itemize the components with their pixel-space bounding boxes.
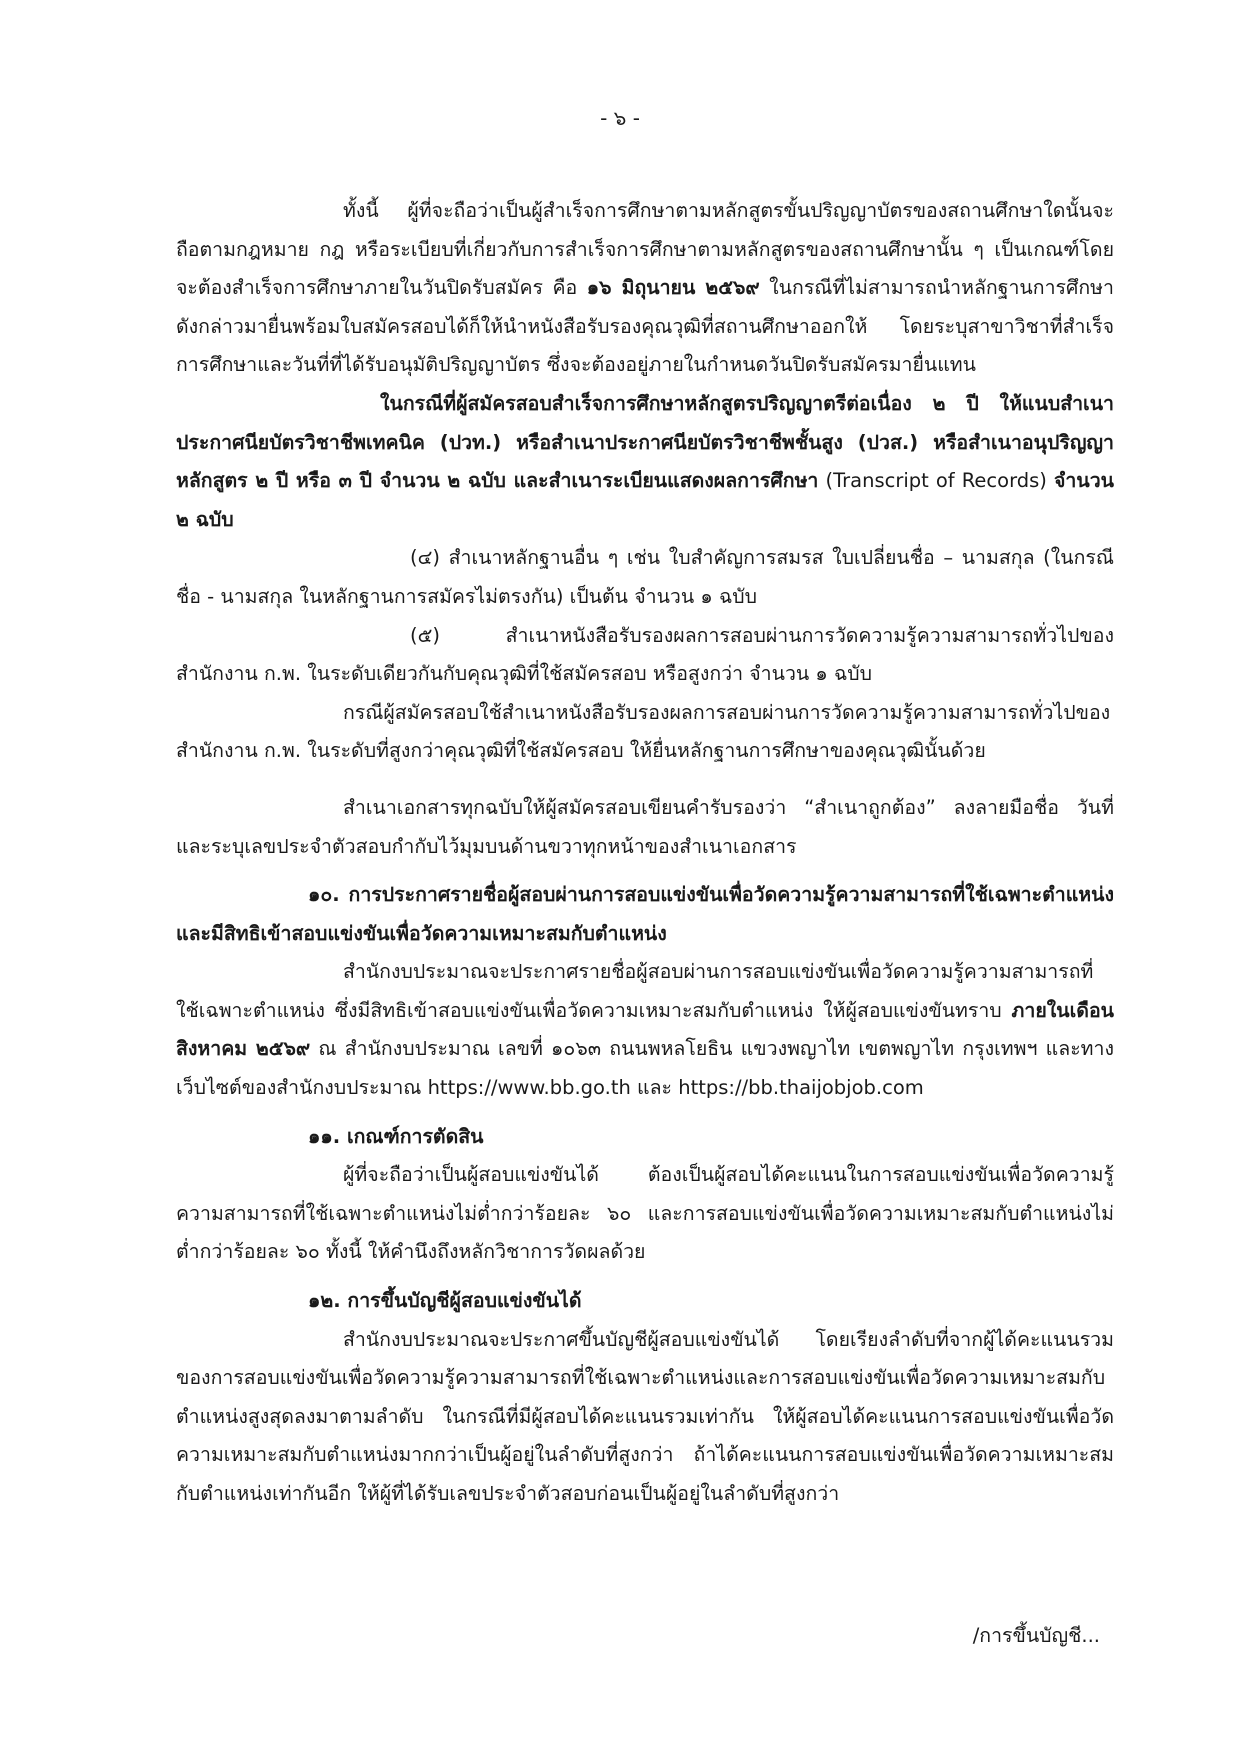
closing-date: ๑๖ มิถุนายน ๒๕๖๙ (586, 276, 760, 300)
text-run: จำนวน ๒ ฉบับ (176, 469, 1114, 531)
section-12-heading: ๑๒. การขึ้นบัญชีผู้สอบแข่งขันได้ (308, 1289, 582, 1313)
continuation-note: /การขึ้นบัญชี... (972, 1624, 1100, 1647)
document-body (176, 192, 1114, 1514)
text-run: ณ สำนักงบประมาณ เลขที่ ๑๐๖๓ ถนนพหลโยธิน แขวงพญาไท เขตพญาไท กรุงเทพฯ และทางเว็บไซต์ของสำนักงบประมาณ https://www.bb.go.th และ https://bb.thaijobjob.com (176, 1037, 1114, 1100)
paragraph-higher-qualification: กรณีผู้สมัครสอบใช้สำเนาหนังสือรับรองผลการสอบผ่านการวัดความรู้ความสามารถทั่วไปของสำนักงาน ก.พ. ในระดับที่สูงกว่าคุณวุฒิที่ใช้สมัครสอบ ให้ยื่นหลักฐานการศึกษาของคุณวุฒินั้นด้วย (176, 700, 1111, 763)
paragraph-continuing-degree (176, 385, 1114, 539)
item-4-other-documents: (๔) สำเนาหลักฐานอื่น ๆ เช่น ใบสำคัญการสมรส ใบเปลี่ยนชื่อ – นามสกุล (ในกรณีชื่อ - นามสกุล ในหลักฐานการสมัครไม่ตรงกัน) เป็นต้น จำนวน ๑ ฉบับ (176, 546, 1114, 608)
section-10-body (176, 953, 1114, 1107)
paragraph-graduation-criteria (176, 192, 1114, 385)
text-run: (Transcript of Records) (818, 469, 1054, 493)
text-run: ในกรณีที่ผู้สมัครสอบสำเร็จการศึกษาหลักสูตรปริญญาตรีต่อเนื่อง ๒ ปี ให้แนบสำเนาประกาศนียบัตรวิชาชีพเทคนิค (ปวท.) หรือสำเนาประกาศนียบัตรวิชาชีพชั้นสูง (ปวส.) หรือสำเนาอนุปริญญาหลักสูตร ๒ ปี หรือ ๓ ปี จำนวน ๒ ฉบับ และสำเนาระเบียนแสดงผลการศึกษา (176, 391, 1114, 493)
paragraph-certified-copies: สำเนาเอกสารทุกฉบับให้ผู้สมัครสอบเขียนคำรับรองว่า “สำเนาถูกต้อง” ลงลายมือชื่อ วันที่ และระบุเลขประจำตัวสอบกำกับไว้มุมบนด้านขวาทุกหน้าของสำเนาเอกสาร (176, 795, 1114, 858)
section-11-body: ผู้ที่จะถือว่าเป็นผู้สอบแข่งขันได้ ต้องเป็นผู้สอบได้คะแนนในการสอบแข่งขันเพื่อวัดความรู้ความสามารถที่ใช้เฉพาะตำแหน่งไม่ต่ำกว่าร้อยละ ๖๐ และการสอบแข่งขันเพื่อวัดความเหมาะสมกับตำแหน่งไม่ต่ำกว่าร้อยละ ๖๐ ทั้งนี้ ให้คำนึงถึงหลักวิชาการวัดผลด้วย (176, 1163, 1114, 1264)
section-11-heading: ๑๑. เกณฑ์การตัดสิน (308, 1124, 484, 1148)
text-run: ทั้งนี้ ผู้ที่จะถือว่าเป็นผู้สำเร็จการศึกษาตามหลักสูตรขั้นปริญญาบัตรของสถานศึกษาใดนั้นจะถือตามกฎหมาย กฎ หรือระเบียบที่เกี่ยวกับการสำเร็จการศึกษาตามหลักสูตรของสถานศึกษานั้น ๆ เป็นเกณฑ์โดยจะต้องสำเร็จการศึกษาภายในวันปิดรับสมัคร คือ (176, 199, 1114, 300)
text-run: สำนักงบประมาณจะประกาศรายชื่อผู้สอบผ่านการสอบแข่งขันเพื่อวัดความรู้ความสามารถที่ใช้เฉพาะตำแหน่ง ซึ่งมีสิทธิเข้าสอบแข่งขันเพื่อวัดความเหมาะสมกับตำแหน่ง ให้ผู้สอบแข่งขันทราบ (176, 960, 1094, 1022)
page-number: - ๖ - (600, 106, 640, 130)
section-12-body: สำนักงบประมาณจะประกาศขึ้นบัญชีผู้สอบแข่งขันได้ โดยเรียงลำดับที่จากผู้ได้คะแนนรวมของการสอบแข่งขันเพื่อวัดความรู้ความสามารถที่ใช้เฉพาะตำแหน่งและการสอบแข่งขันเพื่อวัดความเหมาะสมกับตำแหน่งสูงสุดลงมาตามลำดับ ในกรณีที่มีผู้สอบได้คะแนนรวมเท่ากัน ให้ผู้สอบได้คะแนนการสอบแข่งขันเพื่อวัดความเหมาะสมกับตำแหน่งมากกว่าเป็นผู้อยู่ในลำดับที่สูงกว่า ถ้าได้คะแนนการสอบแข่งขันเพื่อวัดความเหมาะสมกับตำแหน่งเท่ากันอีก ให้ผู้ที่ได้รับเลขประจำตัวสอบก่อนเป็นผู้อยู่ในลำดับที่สูงกว่า (176, 1327, 1114, 1505)
announcement-date: ภายในเดือนสิงหาคม ๒๕๖๙ (176, 998, 1114, 1061)
section-10-heading: ๑๐. การประกาศรายชื่อผู้สอบผ่านการสอบแข่งขันเพื่อวัดความรู้ความสามารถที่ใช้เฉพาะตำแหน่ง และมีสิทธิเข้าสอบแข่งขันเพื่อวัดความเหมาะสมกับตำแหน่ง (176, 883, 1114, 945)
text-run: ในกรณีที่ไม่สามารถนำหลักฐานการศึกษาดังกล่าวมายื่นพร้อมใบสมัครสอบได้ก็ให้นำหนังสือรับรองคุณวุฒิที่สถานศึกษาออกให้ โดยระบุสาขาวิชาที่สำเร็จการศึกษาและวันที่ที่ได้รับอนุมัติปริญญาบัตร ซึ่งจะต้องอยู่ภายในกำหนดวันปิดรับสมัครมายื่นแทน (176, 276, 1114, 377)
item-5-ocsc-certificate: (๕) สำเนาหนังสือรับรองผลการสอบผ่านการวัดความรู้ความสามารถทั่วไปของสำนักงาน ก.พ. ในระดับเดียวกันกับคุณวุฒิที่ใช้สมัครสอบ หรือสูงกว่า จำนวน ๑ ฉบับ (176, 623, 1114, 686)
